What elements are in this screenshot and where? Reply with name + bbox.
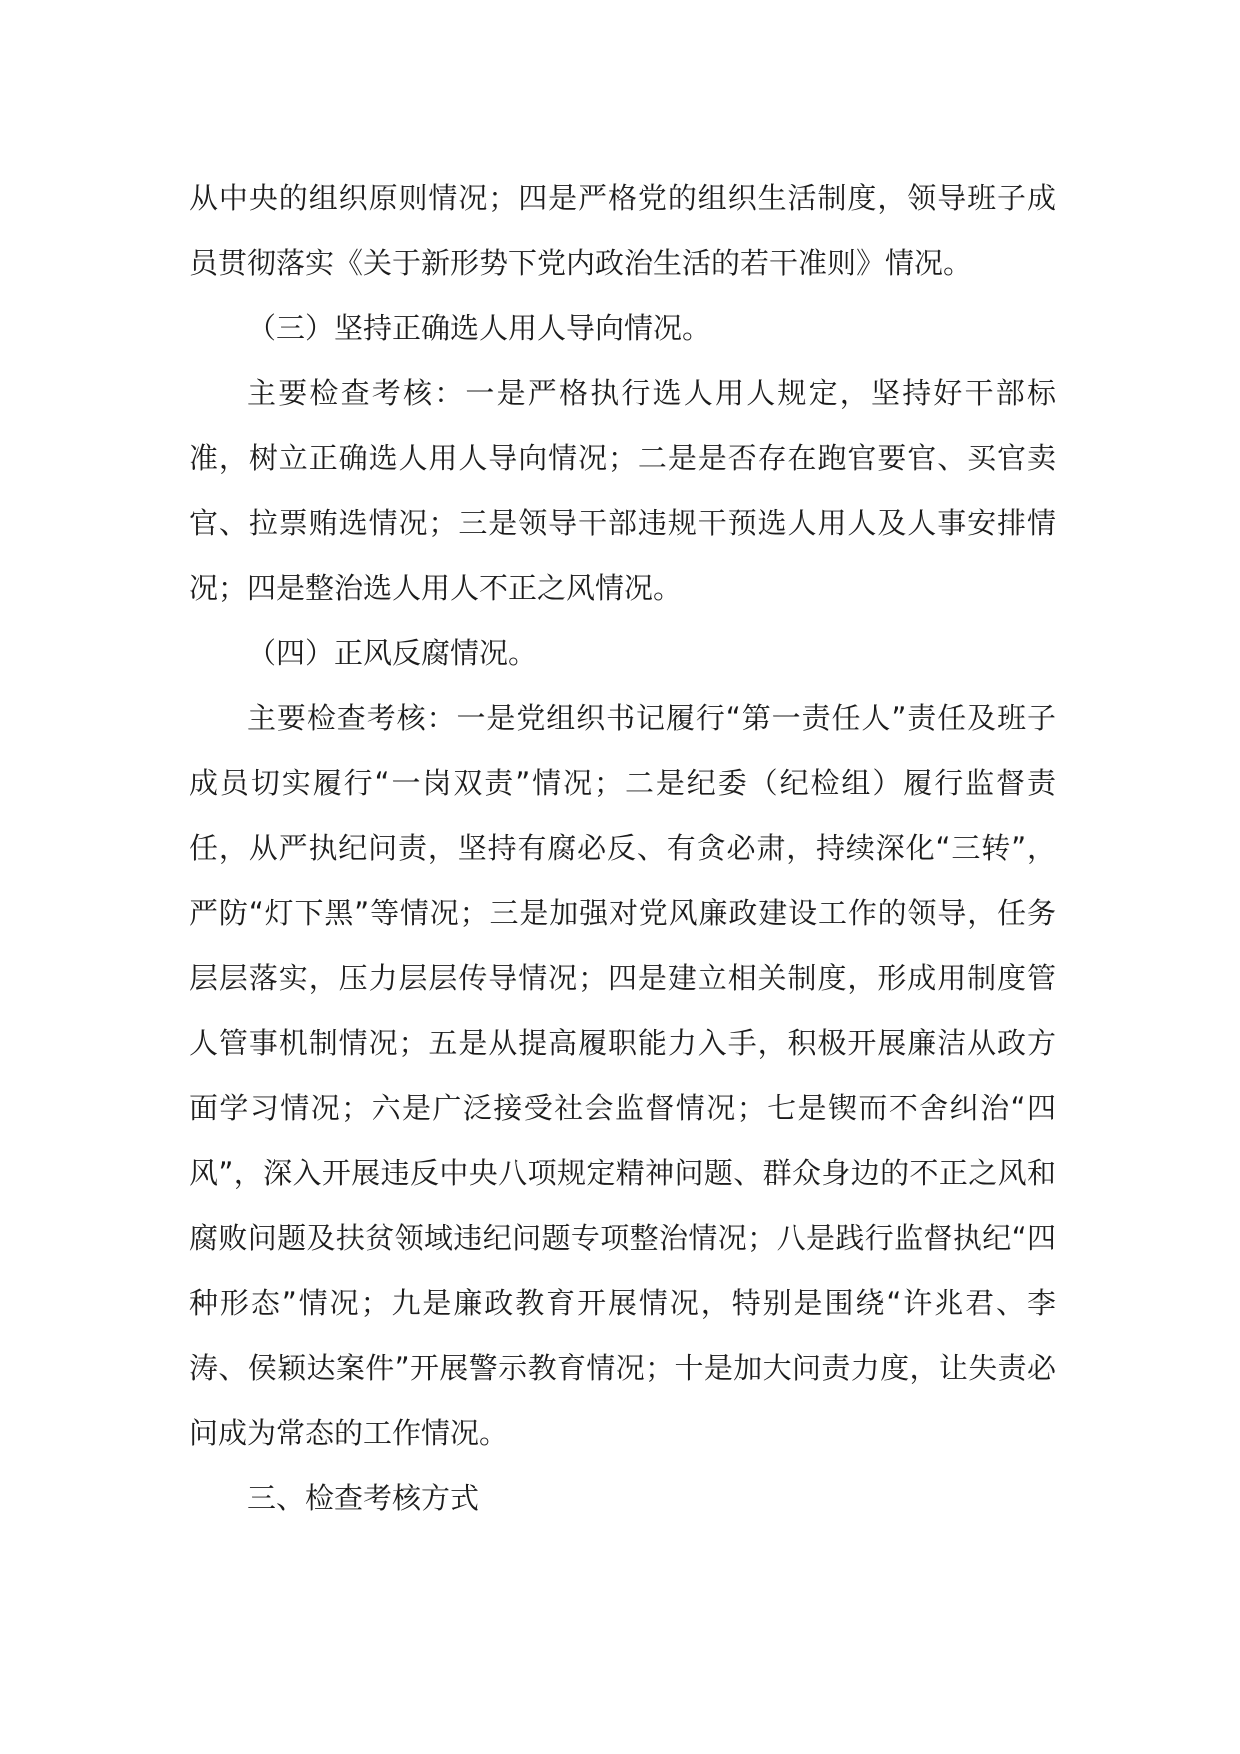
paragraph-check-items-4: 主要检查考核：一是党组织书记履行“第一责任人”责任及班子成员切实履行“一岗双责”情况；二是纪委（纪检组）履行监督责任，从严执纪问责，坚持有腐必反、有贪必肃，持续深化“三转”，严防“灯下黑”等情况；三是加强对党风廉政建设工作的领导，任务层层落实，压力层层传导情况；四是建立相关制度，形成用制度管人管事机制情况；五是从提高履职能力入手，积极开展廉洁从政方面学习情况；六是广泛接受社会监督情况；七是锲而不舍纠治“四风”，深入开展违反中央八项规定精神问题、群众身边的不正之风和腐败问题及扶贫领域违纪问题专项整治情况；八是践行监督执纪“四种形态”情况；九是廉政教育开展情况，特别是围绕“许兆君、李涛、侯颖达案件”开展警示教育情况；十是加大问责力度，让失责必问成为常态的工作情况。 (189, 701, 1056, 1450)
document-body (189, 166, 1056, 1531)
paragraph-check-items-3: 主要检查考核：一是严格执行选人用人规定，坚持好干部标准，树立正确选人用人导向情况；二是是否存在跑官要官、买官卖官、拉票贿选情况；三是领导干部违规干预选人用人及人事安排情况；四是整治选人用人不正之风情况。 (189, 376, 1056, 605)
section-heading-4: （四）正风反腐情况。 (247, 636, 538, 670)
section-heading-3: （三）坚持正确选人用人导向情况。 (247, 311, 712, 345)
paragraph-continuation: 从中央的组织原则情况；四是严格党的组织生活制度，领导班子成员贯彻落实《关于新形势下党内政治生活的若干准则》情况。 (189, 181, 1056, 280)
chapter-heading-3: 三、检查考核方式 (247, 1481, 480, 1515)
